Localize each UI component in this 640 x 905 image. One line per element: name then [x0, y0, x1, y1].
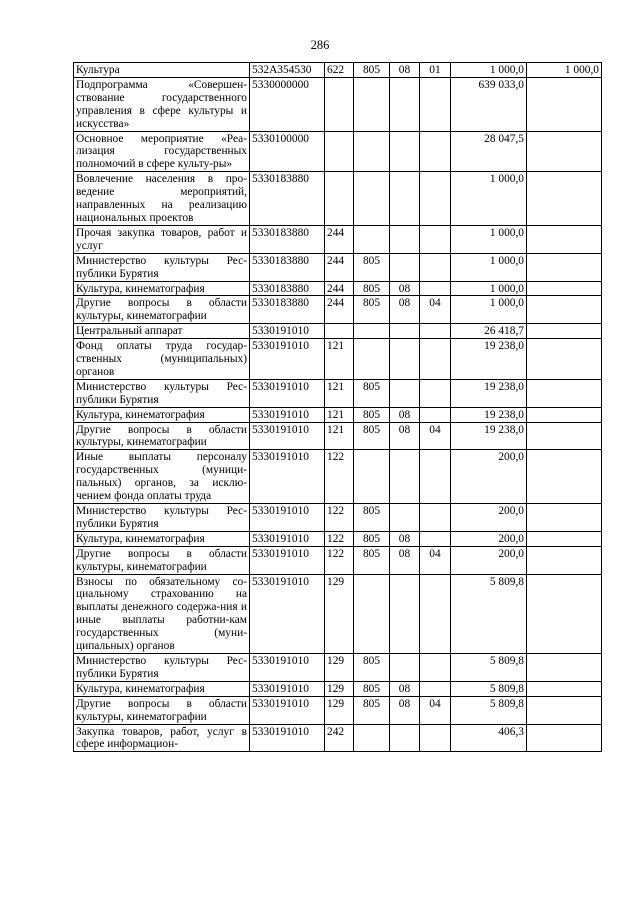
cell-name: Другие вопросы в области культуры, кинематографии [74, 422, 250, 450]
cell-amount-2 [527, 546, 602, 574]
cell-amount: 1 000,0 [451, 172, 527, 226]
cell-expense-type: 129 [325, 574, 354, 653]
cell-section [390, 379, 420, 407]
cell-section: 08 [390, 546, 420, 574]
cell-department [354, 339, 390, 380]
table-row [74, 77, 602, 131]
cell-expense-type: 244 [325, 225, 354, 253]
table-row [74, 131, 602, 172]
cell-expense-type: 242 [325, 724, 354, 752]
cell-section: 08 [390, 696, 420, 724]
cell-department: 805 [354, 422, 390, 450]
cell-subsection [420, 131, 451, 172]
cell-amount-2 [527, 296, 602, 324]
cell-amount-2 [527, 281, 602, 296]
cell-target-article: 5330183880 [250, 281, 325, 296]
cell-department: 805 [354, 546, 390, 574]
cell-section [390, 724, 420, 752]
cell-amount-2 [527, 531, 602, 546]
cell-section: 08 [390, 531, 420, 546]
cell-amount: 19 238,0 [451, 339, 527, 380]
page-number: 286 [310, 38, 330, 52]
cell-expense-type: 622 [325, 63, 354, 78]
cell-target-article: 5330191010 [250, 339, 325, 380]
cell-name: Культура, кинематография [74, 407, 250, 422]
cell-amount: 200,0 [451, 531, 527, 546]
cell-target-article: 5330191010 [250, 422, 325, 450]
cell-department: 805 [354, 696, 390, 724]
table-row [74, 574, 602, 653]
cell-subsection: 04 [420, 422, 451, 450]
cell-target-article: 5330191010 [250, 546, 325, 574]
cell-amount: 406,3 [451, 724, 527, 752]
cell-amount: 5 809,8 [451, 681, 527, 696]
table-row [74, 546, 602, 574]
cell-subsection [420, 450, 451, 504]
cell-amount: 1 000,0 [451, 225, 527, 253]
cell-target-article: 5330191010 [250, 504, 325, 532]
table-row [74, 281, 602, 296]
cell-subsection [420, 253, 451, 281]
cell-subsection [420, 324, 451, 339]
cell-target-article: 5330191010 [250, 324, 325, 339]
cell-department [354, 131, 390, 172]
cell-name: Другие вопросы в области культуры, кинематографии [74, 546, 250, 574]
cell-target-article: 5330000000 [250, 77, 325, 131]
cell-department: 805 [354, 653, 390, 681]
cell-department: 805 [354, 253, 390, 281]
cell-subsection [420, 653, 451, 681]
cell-name: Другие вопросы в области культуры, кинематографии [74, 696, 250, 724]
cell-section: 08 [390, 63, 420, 78]
cell-amount: 1 000,0 [451, 281, 527, 296]
cell-target-article: 5330183880 [250, 253, 325, 281]
cell-section [390, 172, 420, 226]
cell-expense-type [325, 324, 354, 339]
cell-name: Взносы по обязательному со-циальному страхованию на выплаты денежного содержа-ния и иные выплаты работни-кам государственных (муни-ципальных) органов [74, 574, 250, 653]
cell-amount-2 [527, 253, 602, 281]
cell-name: Основное мероприятие «Реа-лизация государственных полномочий в сфере культу-ры» [74, 131, 250, 172]
cell-amount: 19 238,0 [451, 422, 527, 450]
cell-amount-2 [527, 696, 602, 724]
cell-amount: 1 000,0 [451, 253, 527, 281]
cell-target-article: 5330191010 [250, 407, 325, 422]
cell-department: 805 [354, 296, 390, 324]
cell-amount: 200,0 [451, 504, 527, 532]
table-row [74, 339, 602, 380]
cell-section: 08 [390, 407, 420, 422]
cell-expense-type: 121 [325, 379, 354, 407]
cell-department: 805 [354, 63, 390, 78]
cell-subsection: 04 [420, 696, 451, 724]
cell-target-article: 5330183880 [250, 296, 325, 324]
cell-section [390, 77, 420, 131]
cell-amount-2 [527, 225, 602, 253]
cell-name: Закупка товаров, работ, услуг в сфере информацион- [74, 724, 250, 752]
table-row [74, 379, 602, 407]
cell-subsection [420, 574, 451, 653]
cell-amount-2 [527, 131, 602, 172]
cell-amount-2 [527, 172, 602, 226]
cell-target-article: 5330100000 [250, 131, 325, 172]
cell-name: Министерство культуры Рес-публики Бурятия [74, 379, 250, 407]
cell-amount-2: 1 000,0 [527, 63, 602, 78]
cell-amount: 28 047,5 [451, 131, 527, 172]
table-row [74, 653, 602, 681]
cell-target-article: 5330191010 [250, 653, 325, 681]
table-row [74, 172, 602, 226]
table-row [74, 253, 602, 281]
cell-department [354, 450, 390, 504]
cell-section [390, 339, 420, 380]
cell-amount: 1 000,0 [451, 63, 527, 78]
cell-expense-type: 129 [325, 653, 354, 681]
cell-target-article: 5330183880 [250, 225, 325, 253]
cell-subsection [420, 339, 451, 380]
cell-subsection [420, 172, 451, 226]
cell-expense-type: 121 [325, 407, 354, 422]
cell-amount-2 [527, 339, 602, 380]
cell-name: Другие вопросы в области культуры, кинематографии [74, 296, 250, 324]
cell-name: Министерство культуры Рес-публики Бурятия [74, 504, 250, 532]
cell-expense-type: 122 [325, 546, 354, 574]
cell-subsection [420, 407, 451, 422]
cell-amount-2 [527, 450, 602, 504]
cell-amount-2 [527, 574, 602, 653]
cell-name: Министерство культуры Рес-публики Бурятия [74, 653, 250, 681]
cell-section [390, 253, 420, 281]
cell-amount: 5 809,8 [451, 653, 527, 681]
cell-expense-type [325, 77, 354, 131]
cell-expense-type: 244 [325, 296, 354, 324]
cell-department: 805 [354, 531, 390, 546]
cell-amount-2 [527, 324, 602, 339]
cell-expense-type: 122 [325, 450, 354, 504]
table-row [74, 504, 602, 532]
cell-name: Министерство культуры Рес-публики Бурятия [74, 253, 250, 281]
cell-section [390, 504, 420, 532]
table-row [74, 724, 602, 752]
cell-department [354, 324, 390, 339]
cell-subsection [420, 77, 451, 131]
cell-name: Культура, кинематография [74, 531, 250, 546]
cell-expense-type [325, 172, 354, 226]
cell-target-article: 5330191010 [250, 450, 325, 504]
cell-expense-type: 129 [325, 681, 354, 696]
cell-amount: 5 809,8 [451, 574, 527, 653]
cell-target-article: 5330191010 [250, 531, 325, 546]
cell-expense-type [325, 131, 354, 172]
budget-table [73, 62, 602, 752]
cell-department [354, 172, 390, 226]
table-row [74, 296, 602, 324]
cell-subsection: 04 [420, 296, 451, 324]
table-row [74, 225, 602, 253]
cell-amount-2 [527, 681, 602, 696]
cell-amount: 200,0 [451, 546, 527, 574]
cell-expense-type: 122 [325, 531, 354, 546]
cell-name: Культура, кинематография [74, 281, 250, 296]
cell-amount: 200,0 [451, 450, 527, 504]
cell-department [354, 77, 390, 131]
cell-subsection [420, 379, 451, 407]
cell-department: 805 [354, 407, 390, 422]
cell-section: 08 [390, 681, 420, 696]
cell-expense-type: 129 [325, 696, 354, 724]
cell-name: Фонд оплаты труда государ-ственных (муниципальных) органов [74, 339, 250, 380]
cell-amount: 26 418,7 [451, 324, 527, 339]
cell-subsection [420, 504, 451, 532]
cell-amount: 1 000,0 [451, 296, 527, 324]
table-row [74, 324, 602, 339]
cell-section [390, 324, 420, 339]
cell-department: 805 [354, 379, 390, 407]
cell-subsection [420, 225, 451, 253]
cell-target-article: 5330191010 [250, 681, 325, 696]
cell-amount-2 [527, 407, 602, 422]
cell-name: Культура, кинематография [74, 681, 250, 696]
cell-target-article: 5330191010 [250, 724, 325, 752]
cell-target-article: 5330191010 [250, 379, 325, 407]
cell-department: 805 [354, 681, 390, 696]
cell-expense-type: 122 [325, 504, 354, 532]
cell-department: 805 [354, 281, 390, 296]
cell-name: Культура [74, 63, 250, 78]
cell-subsection [420, 281, 451, 296]
cell-amount-2 [527, 422, 602, 450]
cell-amount: 19 238,0 [451, 379, 527, 407]
cell-department [354, 225, 390, 253]
table-row [74, 63, 602, 78]
cell-amount: 19 238,0 [451, 407, 527, 422]
cell-name: Иные выплаты персоналу государственных (муници-пальных) органов, за исклю-чением фонда оплаты труда [74, 450, 250, 504]
table-row [74, 450, 602, 504]
cell-amount-2 [527, 504, 602, 532]
cell-section [390, 131, 420, 172]
cell-department [354, 574, 390, 653]
cell-expense-type: 244 [325, 281, 354, 296]
cell-name: Подпрограмма «Совершен-ствование государственного управления в сфере культуры и искусства» [74, 77, 250, 131]
table-row [74, 696, 602, 724]
cell-expense-type: 121 [325, 422, 354, 450]
cell-expense-type: 121 [325, 339, 354, 380]
cell-section [390, 225, 420, 253]
cell-expense-type: 244 [325, 253, 354, 281]
cell-amount-2 [527, 653, 602, 681]
cell-target-article: 5330191010 [250, 696, 325, 724]
cell-subsection [420, 531, 451, 546]
cell-target-article: 5330183880 [250, 172, 325, 226]
cell-subsection: 04 [420, 546, 451, 574]
cell-name: Вовлечение населения в про-ведение мероприятий, направленных на реализацию национальных проектов [74, 172, 250, 226]
table-row [74, 531, 602, 546]
table-row [74, 407, 602, 422]
cell-section [390, 450, 420, 504]
cell-section: 08 [390, 281, 420, 296]
cell-target-article: 532А354530 [250, 63, 325, 78]
cell-name: Центральный аппарат [74, 324, 250, 339]
cell-department [354, 724, 390, 752]
cell-subsection [420, 681, 451, 696]
cell-section: 08 [390, 422, 420, 450]
cell-subsection [420, 724, 451, 752]
cell-amount-2 [527, 379, 602, 407]
cell-department: 805 [354, 504, 390, 532]
cell-amount-2 [527, 77, 602, 131]
table-body [74, 63, 602, 752]
table-row [74, 422, 602, 450]
cell-subsection: 01 [420, 63, 451, 78]
cell-name: Прочая закупка товаров, работ и услуг [74, 225, 250, 253]
table-row [74, 681, 602, 696]
cell-section: 08 [390, 296, 420, 324]
cell-amount: 5 809,8 [451, 696, 527, 724]
cell-amount: 639 033,0 [451, 77, 527, 131]
cell-amount-2 [527, 724, 602, 752]
cell-section [390, 574, 420, 653]
cell-section [390, 653, 420, 681]
cell-target-article: 5330191010 [250, 574, 325, 653]
